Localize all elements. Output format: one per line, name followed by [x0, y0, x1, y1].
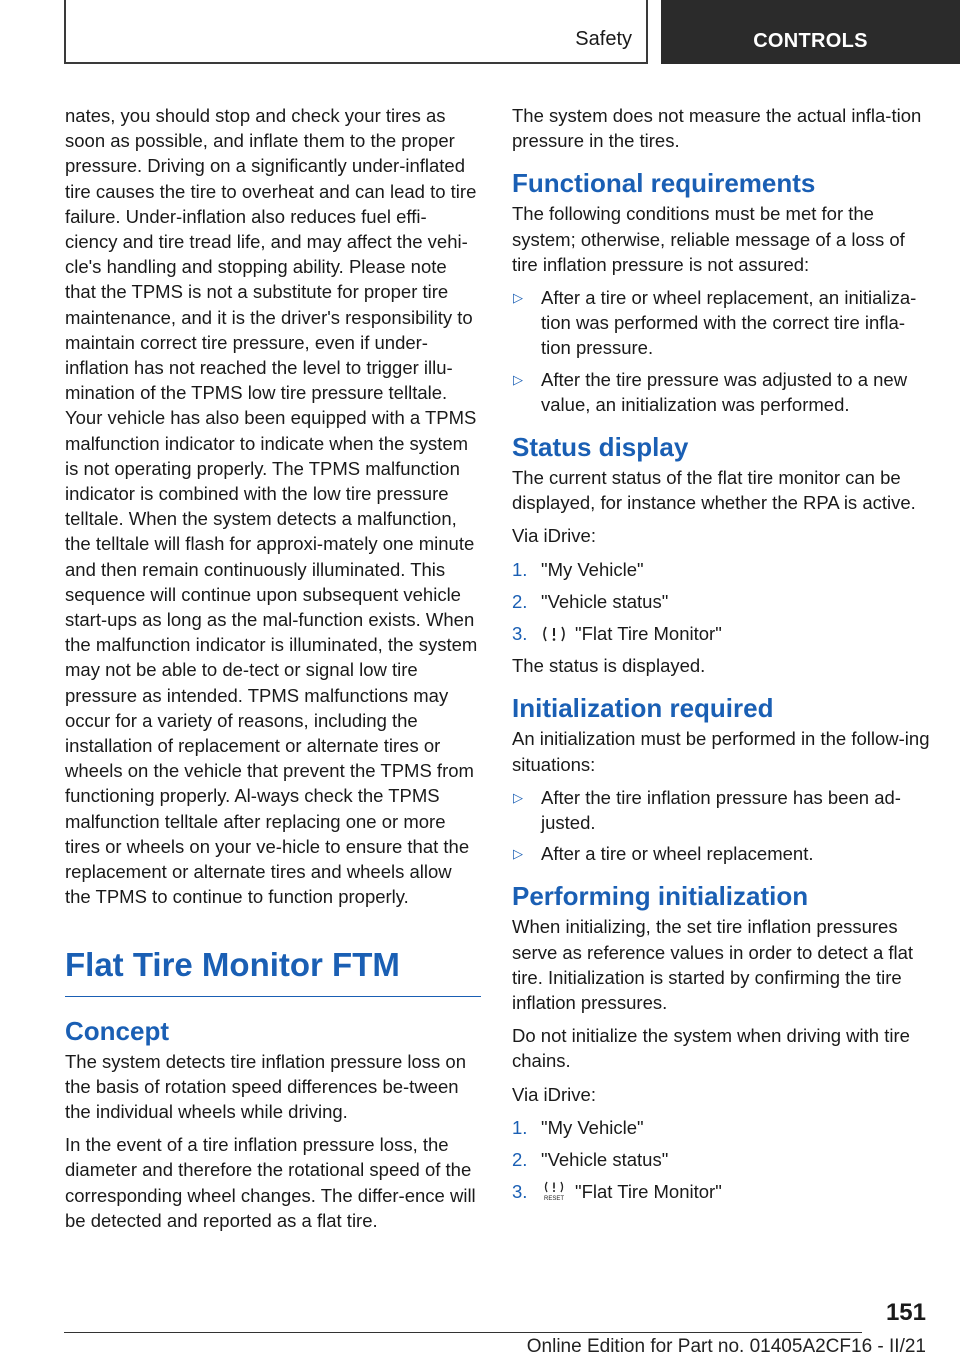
- list-item: 1. "My Vehicle": [512, 1116, 644, 1138]
- functional-paragraph: The following conditions must be met for the system; otherwise, reliable message of a loss of tire inflation pressure is not assured:: [512, 203, 905, 275]
- init-steps: [512, 1115, 932, 1205]
- tpms-paragraph: nates, you should stop and check your tires as soon as possible, and inflate them to the proper pressure. Driving on a significantly under-inflated tire causes the tire to overheat and can lead to tire failure. Under-inflation also reduces fuel effi-ciency and tire tread life, and may affect the vehi-cle's handling and stopping ability. Please note that the TPMS is not a substitute for proper tire maintenance, and it is the driver's responsibility to maintain correct tire pressure, even if under-inflation has not reached the level to trigger illu-mination of the TPMS low tire pressure telltale. Your vehicle has also been equipped with a TPMS malfunction indicator to indicate when the system is not operating properly. The TPMS malfunction indicator is combined with the low tire pressure telltale. When the system detects a malfunction, the telltale will flash for approxi-mately one minute and then remain continuously illuminated. This sequence will continue upon subsequent vehicle start-ups as long as the mal-function exists. When the malfunction indicator is illuminated, the system may not be able to de-tect or signal low tire pressure as intended. TPMS malfunctions may occur for a variety of reasons, including the installation of replacement or alternate tires or wheels on the vehicle that prevent the TPMS from functioning properly. Al-ways check the TPMS malfunction telltale after replacing one or more tires or wheels on your ve-hicle to ensure that the replacement or alternate tires and wheels allow the TPMS to continue to function properly.: [65, 105, 478, 908]
- init-list: [512, 785, 932, 867]
- list-item: ▷ After the tire pressure was adjusted to a new value, an initialization was performed.: [513, 368, 908, 415]
- bullet-triangle-icon: ▷: [513, 290, 523, 306]
- heading-performing-initialization: Performing initialization: [512, 881, 809, 912]
- heading-status-display: Status display: [512, 432, 689, 463]
- perf-paragraph-1: When initializing, the set tire inflation pressures serve as reference values in order to detect a flat tire. Initialization is started by confirming the tire inflation pressures.: [512, 916, 914, 1014]
- list-item: 2. "Vehicle status": [512, 1149, 669, 1171]
- list-item: 3. RESET "Flat Tire Monitor": [512, 1181, 722, 1203]
- list-item: ▷ After a tire or wheel replacement.: [512, 841, 932, 866]
- status-steps: [512, 557, 932, 647]
- svg-text:RESET: RESET: [543, 1196, 565, 1202]
- via-idrive-label: Via iDrive:: [512, 525, 596, 547]
- functional-list: [512, 285, 932, 417]
- list-item: 2. "Vehicle status": [512, 590, 669, 612]
- tire-pressure-reset-icon: [541, 1181, 567, 1201]
- tire-pressure-warning-icon: [541, 625, 567, 643]
- section-heading-ftm: Flat Tire Monitor FTM: [65, 946, 481, 997]
- list-item: ▷ After the tire inflation pressure has been ad-justed.: [513, 786, 901, 834]
- right-column: [512, 103, 932, 1212]
- perf-paragraph-2: Do not initialize the system when driving with tire chains.: [512, 1025, 910, 1072]
- edition-footer: Online Edition for Part no. 01405A2CF16 - II/21: [526, 1336, 926, 1357]
- footer-divider: [64, 1332, 862, 1333]
- init-paragraph: An initialization must be performed in the follow-ing situations:: [512, 728, 930, 775]
- heading-functional-requirements: Functional requirements: [512, 168, 816, 199]
- chapter-tab: [661, 0, 960, 64]
- page-header: [0, 0, 960, 66]
- bullet-triangle-icon: ▷: [513, 789, 523, 805]
- bullet-triangle-icon: ▷: [513, 846, 523, 862]
- concept-paragraph-2: In the event of a tire inflation pressure loss, the diameter and therefore the rotational speed of the corresponding wheel changes. The differ-ence will be detected and reported as a flat tire.: [65, 1134, 476, 1231]
- heading-initialization-required: Initialization required: [512, 693, 774, 724]
- status-paragraph: The current status of the flat tire monitor can be displayed, for instance whether the RPA is active.: [512, 467, 916, 514]
- intro-paragraph: The system does not measure the actual infla-tion pressure in the tires.: [512, 105, 922, 152]
- bullet-triangle-icon: ▷: [513, 371, 523, 387]
- section-title: Safety: [575, 28, 632, 50]
- left-column: [65, 103, 479, 1241]
- section-tab: [64, 0, 648, 64]
- list-item: 3. "Flat Tire Monitor": [512, 623, 722, 645]
- page-number: 151: [885, 1299, 926, 1326]
- status-result: The status is displayed.: [512, 655, 706, 677]
- heading-concept: Concept: [65, 1015, 169, 1046]
- via-idrive-label: Via iDrive:: [512, 1083, 596, 1105]
- concept-paragraph-1: The system detects tire inflation pressure loss on the basis of rotation speed differences be-tween the individual wheels while driving.: [65, 1050, 467, 1122]
- list-item: ▷ After a tire or wheel replacement, an initializa-tion was performed with the correct tire infla-tion pressure.: [513, 287, 917, 359]
- chapter-title: CONTROLS: [753, 30, 868, 52]
- list-item: 1. "My Vehicle": [512, 558, 644, 580]
